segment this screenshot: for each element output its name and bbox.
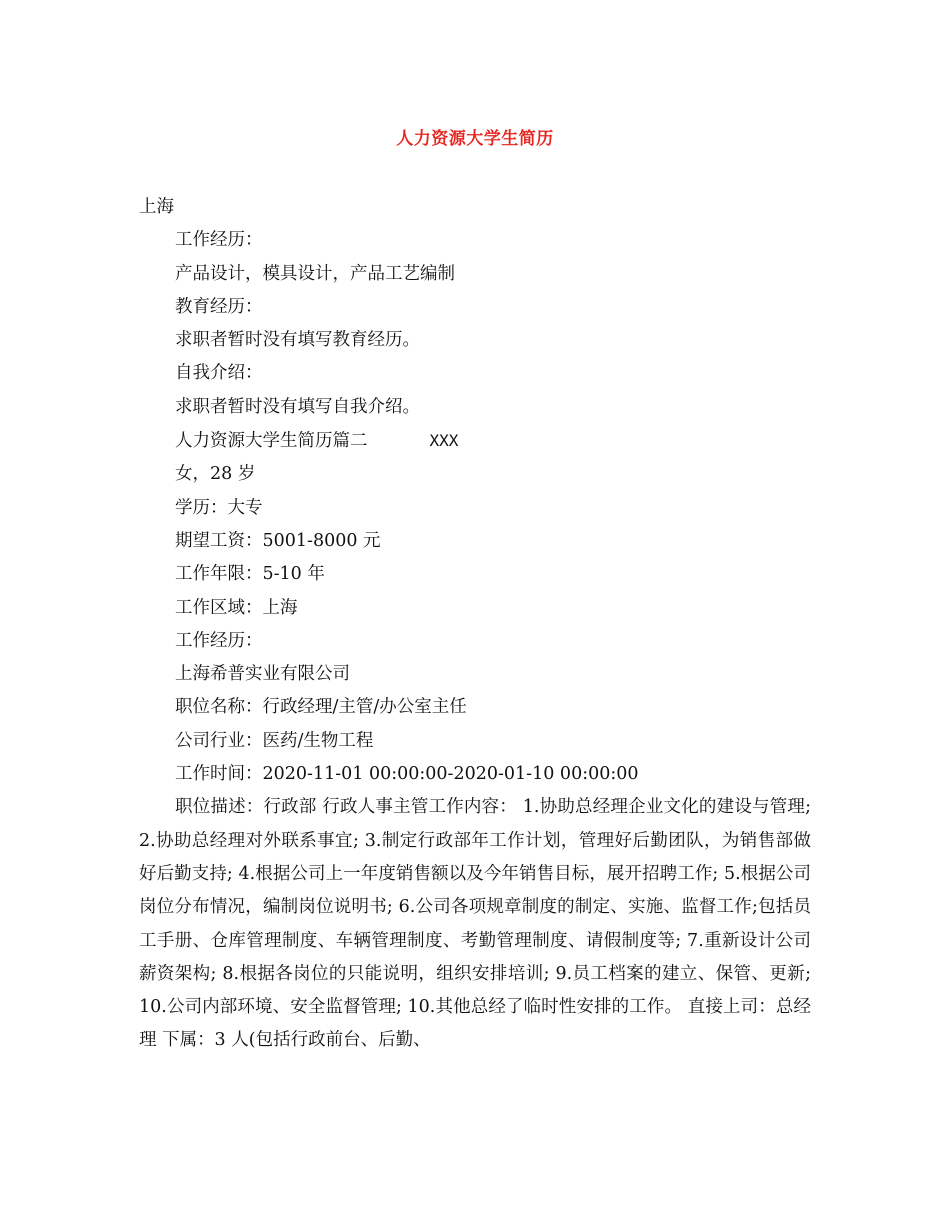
document-body — [139, 191, 811, 1058]
work-experience-heading-2: 工作经历： — [175, 630, 263, 651]
work-years: 工作年限：5-10 年 — [175, 564, 325, 585]
self-intro-heading: 自我介绍： — [175, 363, 263, 384]
job-description: 职位描述：行政部 行政人事主管工作内容： 1.协助总经理企业文化的建设与管理; 2.协助总经理对外联系事宜; 3.制定行政部年工作计划，管理好后勤团队，为销售部做好后勤支持; 4.根据公司上一年度销售额以及今年销售目标，展开招聘工作; 5.根据公司岗位分布情况，编制岗位说明书; 6.公司各项规章制度的制定、实施、监督工作;包括员工手册、仓库管理制度、车辆管理制度、考勤管理制度、请假制度等; 7.重新设计公司薪资架构; 8.根据各岗位的只能说明，组织安排培训; 9.员工档案的建立、保管、更新; 10.公司内部环境、安全监督管理; 10.其他总经了临时性安排的工作。 直接上司：总经理 下属：3 人(包括行政前台、后勤、 — [139, 797, 811, 1051]
education-text: 求职者暂时没有填写教育经历。 — [175, 330, 420, 351]
work-experience-heading: 工作经历： — [175, 230, 263, 251]
self-intro-text: 求职者暂时没有填写自我介绍。 — [175, 396, 420, 417]
candidate-name: XXX — [429, 431, 459, 451]
gender-age: 女，28 岁 — [175, 464, 256, 485]
education-level: 学历：大专 — [175, 497, 263, 518]
expected-salary: 期望工资：5001-8000 元 — [175, 530, 381, 551]
position-title: 职位名称：行政经理/主管/办公室主任 — [175, 697, 467, 718]
document-title: 人力资源大学生简历 — [396, 129, 554, 149]
work-period: 工作时间：2020-11-01 00:00:00-2020-01-10 00:00:00 — [175, 764, 639, 785]
work-area: 工作区域：上海 — [175, 597, 298, 618]
location-line: 上海 — [139, 197, 174, 217]
work-experience-text: 产品设计，模具设计，产品工艺编制 — [175, 263, 455, 284]
education-heading: 教育经历： — [175, 296, 263, 317]
section-two-heading-line — [139, 424, 811, 458]
company-name: 上海希普实业有限公司 — [175, 664, 350, 685]
company-industry: 公司行业：医药/生物工程 — [175, 730, 374, 751]
section-two-heading: 人力资源大学生简历篇二 — [175, 431, 368, 452]
